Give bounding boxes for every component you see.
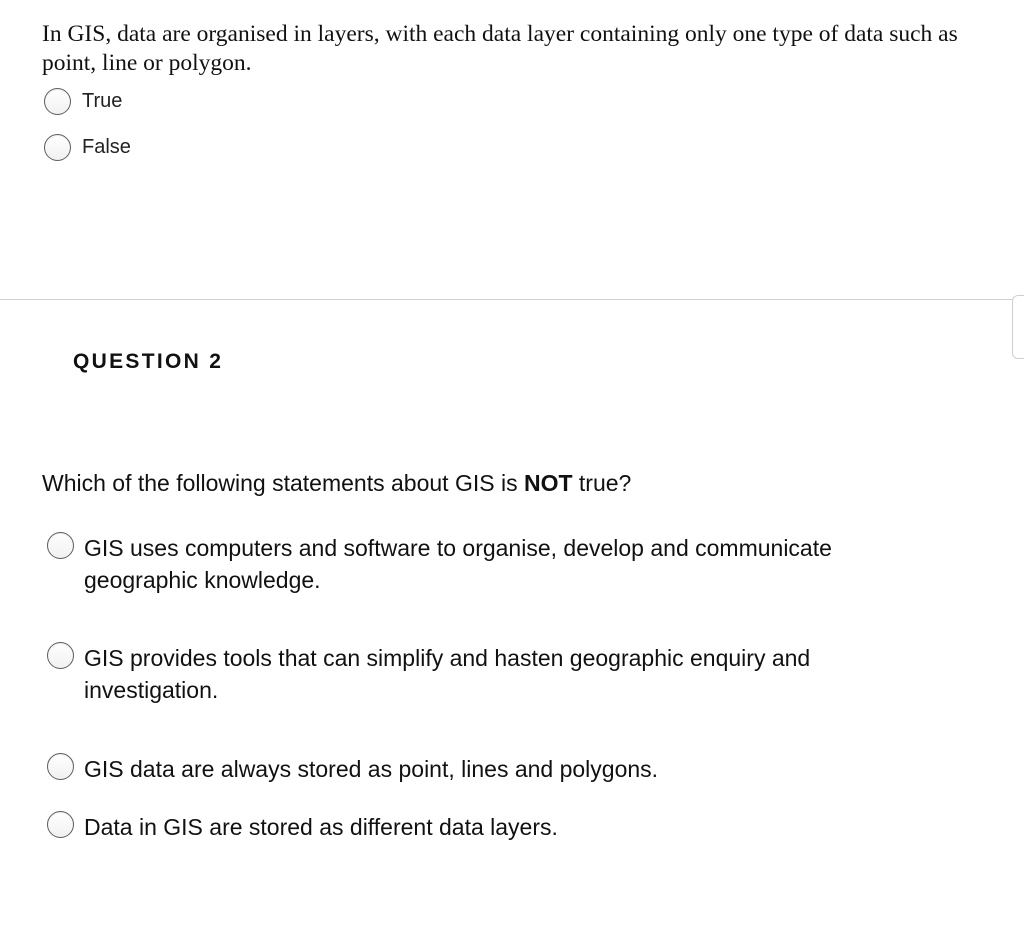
question-2-heading: QUESTION 2 <box>73 350 224 373</box>
question-2-option-4[interactable] <box>47 811 947 843</box>
radio-button-icon[interactable] <box>47 642 74 669</box>
radio-button-icon[interactable] <box>44 134 71 161</box>
question-1-option-true[interactable] <box>44 88 122 115</box>
radio-button-icon[interactable] <box>47 753 74 780</box>
prompt-emphasis: NOT <box>523 470 573 496</box>
prompt-text-before: Which of the following statements about GIS is <box>42 470 524 496</box>
section-divider <box>0 299 1012 300</box>
radio-button-icon[interactable] <box>47 532 74 559</box>
option-label: False <box>82 136 131 158</box>
radio-button-icon[interactable] <box>44 88 71 115</box>
question-1-option-false[interactable] <box>44 134 131 161</box>
question-2-option-3[interactable] <box>47 753 947 785</box>
question-1-text: In GIS, data are organised in layers, with each data layer containing only one type of data such as point, line or polygon. <box>42 21 958 76</box>
scrollbar-thumb[interactable] <box>1012 295 1024 359</box>
question-2-option-2[interactable] <box>47 642 947 706</box>
option-label: GIS uses computers and software to organise, develop and communicate geographic knowledge. <box>84 535 832 593</box>
prompt-text-after: true? <box>572 470 632 496</box>
option-label: GIS data are always stored as point, lines and polygons. <box>84 756 659 782</box>
question-2-option-1[interactable] <box>47 532 947 596</box>
option-label: GIS provides tools that can simplify and hasten geographic enquiry and investigation. <box>84 645 811 703</box>
radio-button-icon[interactable] <box>47 811 74 838</box>
option-label: Data in GIS are stored as different data layers. <box>84 814 558 840</box>
option-label: True <box>82 90 123 112</box>
question-2-prompt <box>42 470 631 497</box>
